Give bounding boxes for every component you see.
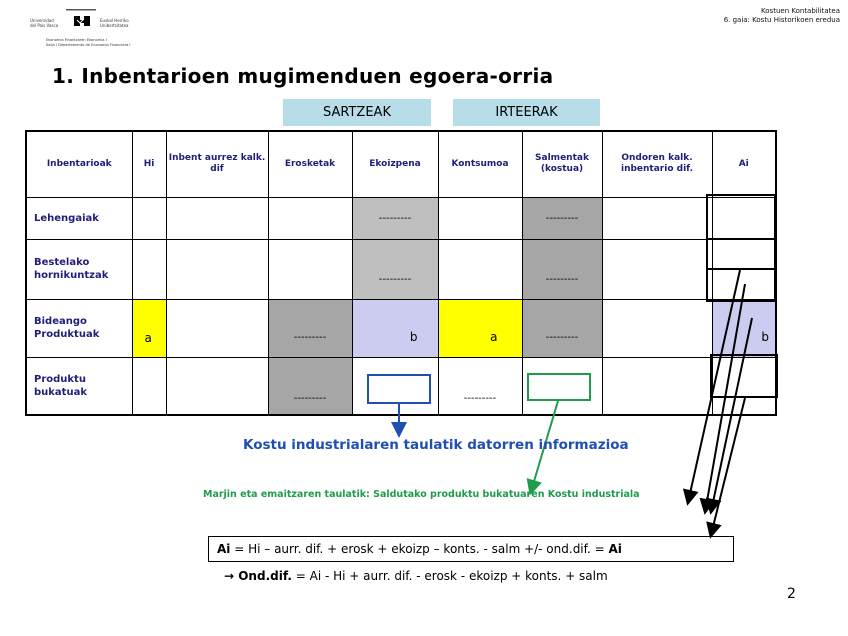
- table-cell: ---------: [268, 357, 352, 415]
- blue-annotation: Kostu industrialaren taulatik datorren informazioa: [243, 437, 629, 453]
- green-annotation: Marjin eta emaitzaren taulatik: Saldutako produktu bukatuaren Kostu industriala: [203, 489, 640, 500]
- formula-box: [208, 536, 734, 562]
- section-sartzeak: SARTZEAK: [283, 99, 431, 126]
- table-cell: b: [352, 299, 438, 357]
- header-ai: Ai: [712, 131, 776, 197]
- formula-derived: [224, 569, 608, 583]
- table-cell: ---------: [522, 239, 602, 299]
- logo-dept-text: Ekonomia Finantzaren Ekonomia I Saila / Departamento de Economía Financiera I: [46, 38, 131, 47]
- header-ondoren: Ondoren kalk. inbentario dif.: [602, 131, 712, 197]
- formula2-lhs: Ond.dif.: [238, 569, 292, 583]
- table-cell: ---------: [352, 239, 438, 299]
- header-erosketak: Erosketak: [268, 131, 352, 197]
- table-cell: a: [132, 299, 166, 357]
- header-salmentak: Salmentak (kostua): [522, 131, 602, 197]
- row-label: Bideango Produktuak: [26, 299, 132, 357]
- formula2-body: = Ai - Hi + aurr. dif. - erosk - ekoizp + konts. + salm: [291, 569, 608, 583]
- page-number: 2: [787, 586, 796, 602]
- black-arrow: [712, 398, 745, 531]
- table-cell: ---------: [438, 357, 522, 415]
- page-title: 1. Inbentarioen mugimenduen egoera-orria: [52, 64, 554, 88]
- topic-name: 6. gaia: Kostu Historikoen eredua: [723, 16, 840, 24]
- table-cell: ---------: [352, 197, 438, 239]
- formula-body: = Hi – aurr. dif. + erosk + ekoizp – konts. - salm +/- ond.dif. =: [230, 542, 609, 556]
- formula-lhs: Ai: [217, 542, 231, 556]
- header-ekoizpena: Ekoizpena: [352, 131, 438, 197]
- section-irteerak: IRTEERAK: [453, 99, 600, 126]
- logo-right-text: Euskal Herriko Unibertsitatea: [100, 18, 129, 28]
- formula-rhs: Ai: [608, 542, 622, 556]
- table-cell: ---------: [268, 299, 352, 357]
- table-cell: b: [712, 299, 776, 357]
- header-inbent-aurrez: Inbent aurrez kalk. dif: [166, 131, 268, 197]
- table-cell: ---------: [522, 299, 602, 357]
- logo-left-text: Universidad del País Vasco: [30, 18, 59, 28]
- row-label: Lehengaiak: [26, 197, 132, 239]
- arrow-glyph: →: [224, 569, 239, 583]
- header-hi: Hi: [132, 131, 166, 197]
- black-arrow: [712, 318, 752, 507]
- header-kontsumoa: Kontsumoa: [438, 131, 522, 197]
- course-name: Kostuen Kontabilitatea: [761, 7, 840, 15]
- row-label: Bestelako hornikuntzak: [26, 239, 132, 299]
- table-cell: a: [438, 299, 522, 357]
- table-cell: ---------: [522, 197, 602, 239]
- header-inbentarioak: Inbentarioak: [26, 131, 132, 197]
- row-label: Produktu bukatuak: [26, 357, 132, 415]
